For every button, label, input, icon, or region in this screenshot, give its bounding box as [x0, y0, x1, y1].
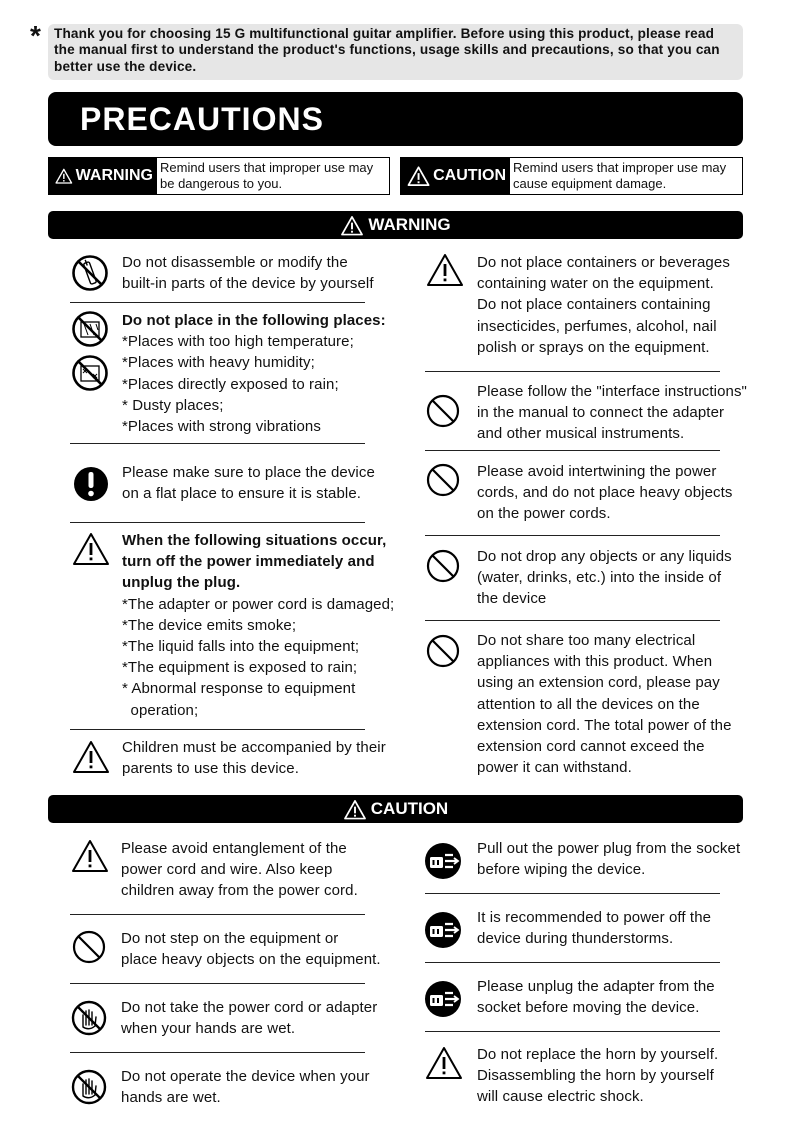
list-item	[477, 630, 732, 778]
item-line: Please make sure to place the device	[122, 464, 375, 481]
item-line: built-in parts of the device by yourself	[122, 275, 374, 293]
item-line: *The liquid falls into the equipment;	[122, 638, 360, 656]
item-line: power cord and wire. Also keep	[121, 861, 333, 879]
item-line: Please unplug the adapter from the	[477, 978, 715, 995]
no-wet-hands-icon	[71, 1000, 107, 1036]
unplug-icon	[424, 911, 462, 949]
list-item	[477, 1044, 718, 1108]
item-line: Do not disassemble or modify the	[122, 254, 348, 271]
item-line: Do not place containers or beverages	[477, 254, 730, 271]
list-item	[477, 381, 747, 445]
item-line: device during thunderstorms.	[477, 930, 674, 948]
warning-triangle-icon	[72, 532, 110, 566]
item-line: *The device emits smoke;	[122, 616, 297, 634]
no-heat-icon	[71, 310, 109, 348]
item-line: when your hands are wet.	[121, 1020, 296, 1038]
item-line: and other musical instruments.	[477, 425, 685, 443]
list-item	[477, 546, 732, 610]
warning-triangle-icon	[71, 839, 109, 873]
intro-asterisk: *	[30, 20, 41, 51]
list-item	[122, 310, 386, 437]
item-line: Disassembling the horn by yourself	[477, 1067, 714, 1085]
item-line: the device	[477, 590, 547, 608]
list-item	[121, 928, 381, 970]
item-line: on a flat place to ensure it is stable.	[122, 485, 362, 503]
prohibited-icon	[426, 634, 460, 668]
item-line: children away from the power cord.	[121, 882, 358, 900]
warning-triangle-icon	[343, 799, 367, 820]
item-line: *The adapter or power cord is damaged;	[122, 595, 395, 613]
prohibited-icon	[72, 930, 106, 964]
item-line: hands are wet.	[121, 1089, 221, 1107]
item-line: in the manual to connect the adapter	[477, 404, 725, 422]
prohibited-icon	[426, 463, 460, 497]
list-item	[122, 737, 386, 779]
item-line: *The equipment is exposed to rain;	[122, 659, 358, 677]
unplug-icon	[424, 842, 462, 880]
list-item	[477, 907, 711, 949]
unplug-icon	[424, 980, 462, 1018]
item-line: *Places with strong vibrations	[122, 418, 321, 436]
list-item	[477, 461, 733, 525]
item-line: Do not operate the device when your	[121, 1068, 370, 1085]
legend-caution-desc: Remind users that improper use may cause equipment damage.	[513, 160, 727, 191]
item-line: polish or sprays on the equipment.	[477, 338, 710, 356]
item-heading: turn off the power immediately and	[122, 553, 375, 571]
item-line: *Places directly exposed to rain;	[122, 375, 339, 393]
item-line: Please avoid intertwining the power	[477, 463, 717, 480]
prohibited-icon	[426, 549, 460, 583]
item-line: *Places with heavy humidity;	[122, 354, 315, 372]
item-line: extension cord. The total power of the	[477, 716, 732, 734]
list-item	[477, 976, 715, 1018]
item-line: before wiping the device.	[477, 861, 646, 879]
warning-triangle-icon	[55, 165, 73, 187]
item-line: Pull out the power plug from the socket	[477, 840, 741, 857]
item-line: on the power cords.	[477, 505, 611, 523]
item-line: extension cord cannot exceed the	[477, 738, 705, 756]
item-line: socket before moving the device.	[477, 999, 700, 1017]
warning-triangle-icon	[425, 1046, 463, 1080]
item-line: Please avoid entanglement of the	[121, 840, 347, 857]
list-item	[122, 252, 374, 294]
item-line: Do not place containers containing	[477, 296, 711, 314]
item-line: Do not take the power cord or adapter	[121, 999, 378, 1016]
item-line: (water, drinks, etc.) into the inside of	[477, 569, 722, 587]
item-line: Do not replace the horn by yourself.	[477, 1046, 719, 1063]
caution-section-header	[48, 795, 743, 823]
item-heading: unplug the plug.	[122, 574, 241, 592]
item-line: *Places with too high temperature;	[122, 333, 354, 351]
legend-warning-label: WARNING	[75, 167, 153, 184]
item-line: power it can withstand.	[477, 759, 632, 777]
list-item	[121, 838, 358, 902]
warning-triangle-icon	[72, 740, 110, 774]
list-item	[121, 997, 377, 1039]
list-item	[477, 838, 740, 880]
intro-note: Thank you for choosing 15 G multifunctional guitar amplifier. Before using this product, please read the manual first to understand the product's functions, usage skills and precautions, so that you can better use the device.	[48, 24, 743, 80]
item-line: cords, and do not place heavy objects	[477, 484, 733, 502]
item-line: appliances with this product. When	[477, 653, 713, 671]
item-line: Children must be accompanied by their	[122, 739, 386, 756]
no-humidity-heat-icon	[71, 354, 109, 392]
list-item	[122, 462, 375, 504]
legend-caution	[400, 157, 743, 195]
list-item	[477, 252, 730, 358]
item-heading: When the following situations occur,	[122, 532, 387, 549]
item-heading: Do not place in the following places:	[122, 312, 386, 329]
warning-triangle-icon	[426, 253, 464, 287]
legend-warning-desc: Remind users that improper use may be dangerous to you.	[160, 160, 374, 191]
item-line: * Dusty places;	[122, 396, 224, 414]
item-line: parents to use this device.	[122, 760, 299, 778]
item-line: Please follow the "interface instructions"	[477, 383, 747, 400]
item-line: will cause electric shock.	[477, 1088, 644, 1106]
item-line: place heavy objects on the equipment.	[121, 951, 381, 969]
legend-caution-label: CAUTION	[433, 167, 506, 184]
list-item	[121, 1066, 370, 1108]
item-line: using an extension cord, please pay	[477, 674, 720, 692]
item-line: attention to all the devices on the	[477, 695, 700, 713]
list-item	[122, 530, 394, 721]
page-title: PRECAUTIONS	[48, 92, 743, 146]
warning-section-title: WARNING	[368, 215, 451, 234]
warning-section-header	[48, 211, 743, 239]
legend-warning	[48, 157, 390, 195]
item-line: Do not drop any objects or any liquids	[477, 548, 732, 565]
no-wet-hands-icon	[71, 1069, 107, 1105]
item-line: insecticides, perfumes, alcohol, nail	[477, 317, 717, 335]
item-line: Do not share too many electrical	[477, 632, 696, 649]
warning-triangle-icon	[340, 215, 364, 236]
item-line: containing water on the equipment.	[477, 275, 714, 293]
item-line: * Abnormal response to equipment	[122, 680, 356, 698]
no-disassemble-icon	[71, 254, 109, 292]
prohibited-icon	[426, 394, 460, 428]
item-line: Do not step on the equipment or	[121, 930, 339, 947]
warning-triangle-icon	[407, 165, 430, 187]
item-line: It is recommended to power off the	[477, 909, 712, 926]
exclamation-icon	[73, 466, 109, 502]
item-line: operation;	[122, 701, 199, 719]
caution-section-title: CAUTION	[370, 799, 449, 818]
